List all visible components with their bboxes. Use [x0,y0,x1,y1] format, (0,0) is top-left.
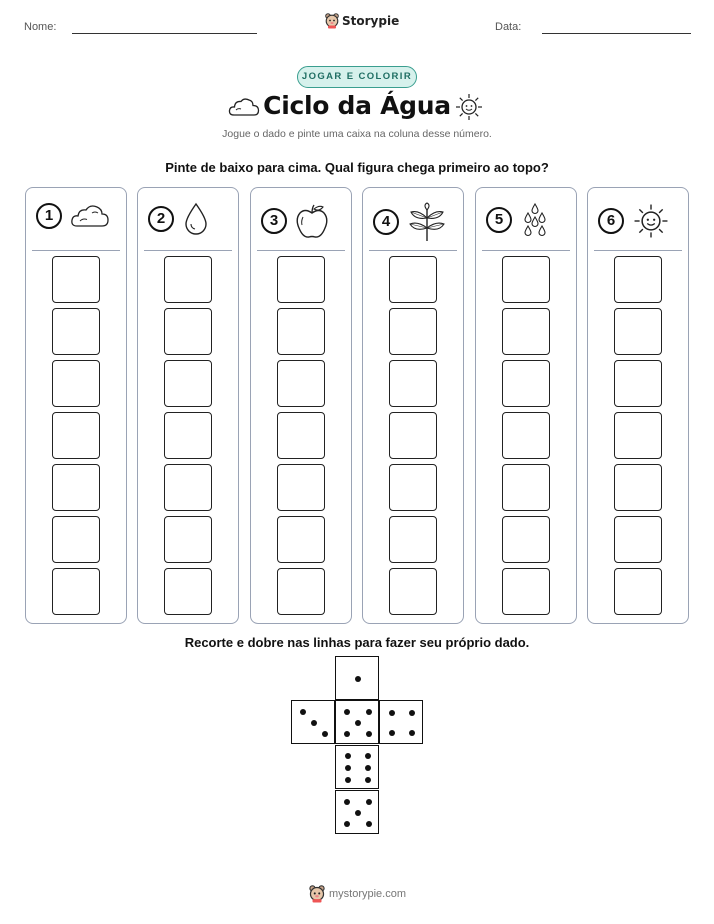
color-box[interactable] [614,568,662,615]
column-header [148,202,210,236]
color-box[interactable] [277,256,325,303]
column-divider [32,250,120,251]
color-box[interactable] [277,412,325,459]
color-box[interactable] [389,568,437,615]
column-3 [250,187,352,624]
die-pip [365,777,371,783]
sun-icon [632,202,670,240]
die-pip [409,710,415,716]
die-pip [366,821,372,827]
color-box[interactable] [164,568,212,615]
color-box[interactable] [52,464,100,511]
color-box[interactable] [614,464,662,511]
footer-url: mystorypie.com [329,888,407,900]
dice-instruction: Recorte e dobre nas linhas para fazer seu próprio dado. [184,635,530,650]
column-6 [587,187,689,624]
column-header [486,202,550,238]
column-1 [25,187,127,624]
color-box[interactable] [277,568,325,615]
sun-icon [454,92,484,122]
die-pip [311,720,317,726]
column-header [36,202,110,230]
die-pip [389,730,395,736]
color-box[interactable] [164,308,212,355]
die-pip [300,709,306,715]
cloud-icon [228,96,260,118]
die-pip [355,720,361,726]
die-pip [344,731,350,737]
column-number: 2 [148,206,174,232]
die-face-4 [379,700,423,744]
subtitle: Jogue o dado e pinte uma caixa na coluna desse número. [222,128,492,140]
color-box[interactable] [614,360,662,407]
die-face-1 [335,656,379,700]
column-divider [482,250,570,251]
cloud-icon [70,202,110,230]
column-5 [475,187,577,624]
die-pip [365,765,371,771]
column-header [261,202,329,240]
color-box[interactable] [52,412,100,459]
color-box[interactable] [502,568,550,615]
column-2 [137,187,239,624]
color-box[interactable] [502,464,550,511]
die-pip [355,676,361,682]
column-number: 5 [486,207,512,233]
column-number: 6 [598,208,624,234]
column-number: 3 [261,208,287,234]
die-pip [409,730,415,736]
date-line [542,33,691,34]
die-face-5 [335,790,379,834]
column-divider [144,250,232,251]
apple-icon [295,202,329,240]
color-box[interactable] [52,256,100,303]
die-pip [366,709,372,715]
color-box[interactable] [164,256,212,303]
color-box[interactable] [52,308,100,355]
column-number: 4 [373,209,399,235]
color-box[interactable] [164,412,212,459]
color-box[interactable] [277,464,325,511]
die-pip [345,765,351,771]
color-box[interactable] [389,308,437,355]
color-box[interactable] [614,256,662,303]
color-box[interactable] [389,464,437,511]
color-box[interactable] [389,360,437,407]
rain-drops-icon [520,202,550,238]
column-divider [594,250,682,251]
activity-badge: JOGAR E COLORIR [297,66,417,88]
column-number: 1 [36,203,62,229]
die-pip [322,731,328,737]
brand-logo [325,13,399,29]
footer [309,885,406,903]
color-box[interactable] [277,516,325,563]
color-box[interactable] [614,516,662,563]
storypie-mascot-icon [309,885,325,903]
column-divider [369,250,457,251]
color-box[interactable] [502,360,550,407]
color-box[interactable] [277,360,325,407]
color-box[interactable] [389,516,437,563]
column-4 [362,187,464,624]
plant-icon [407,202,447,242]
color-box[interactable] [389,256,437,303]
name-label: Nome: [24,21,57,33]
color-box[interactable] [502,256,550,303]
color-box[interactable] [164,360,212,407]
color-box[interactable] [164,516,212,563]
die-face-3 [291,700,335,744]
die-pip [344,821,350,827]
die-face-6 [335,745,379,789]
die-pip [365,753,371,759]
die-pip [366,731,372,737]
color-box[interactable] [614,308,662,355]
water-drop-icon [182,202,210,236]
die-pip [344,799,350,805]
die-pip [345,777,351,783]
brand-name: Storypie [342,14,400,28]
color-box[interactable] [502,308,550,355]
column-divider [257,250,345,251]
storypie-mascot-icon [325,13,339,29]
color-box[interactable] [52,360,100,407]
board-instruction: Pinte de baixo para cima. Qual figura chega primeiro ao topo? [165,160,549,175]
color-box[interactable] [52,516,100,563]
die-pip [389,710,395,716]
column-header [598,202,670,240]
color-box[interactable] [52,568,100,615]
die-pip [345,753,351,759]
die-pip [366,799,372,805]
color-box[interactable] [502,516,550,563]
date-label: Data: [495,21,522,33]
die-face-5 [335,700,379,744]
die-pip [344,709,350,715]
page-title: Ciclo da Água [263,91,451,120]
name-line [72,33,257,34]
color-box[interactable] [164,464,212,511]
color-box[interactable] [389,412,437,459]
color-box[interactable] [614,412,662,459]
column-header [373,202,447,242]
die-pip [355,810,361,816]
color-box[interactable] [277,308,325,355]
color-box[interactable] [502,412,550,459]
